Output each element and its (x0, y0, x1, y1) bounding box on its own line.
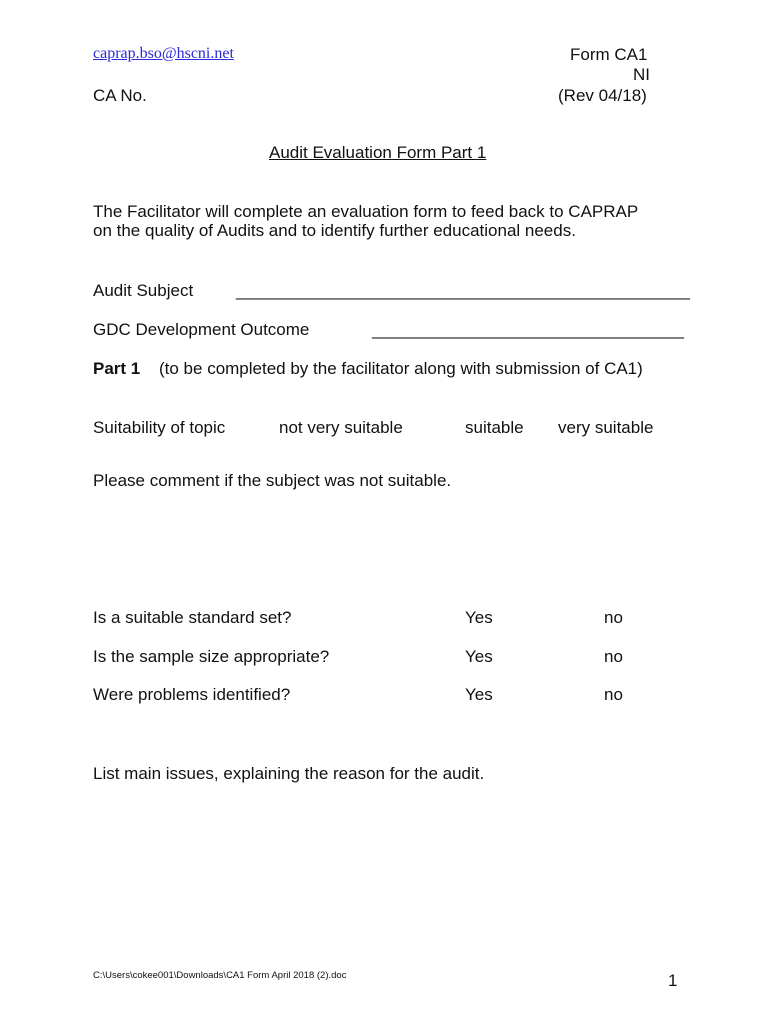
suitability-option-very-suitable[interactable]: very suitable (558, 418, 654, 437)
page-title: Audit Evaluation Form Part 1 (269, 143, 487, 162)
answer-no[interactable]: no (604, 685, 623, 704)
revision-label: (Rev 04/18) (558, 86, 647, 105)
ca-number-label: CA No. (93, 86, 147, 105)
answer-yes[interactable]: Yes (465, 685, 493, 704)
intro-line-2: on the quality of Audits and to identify further educational needs. (93, 221, 576, 240)
answer-yes[interactable]: Yes (465, 608, 493, 627)
question-sample-size: Is the sample size appropriate? (93, 647, 330, 666)
gdc-outcome-field[interactable]: _________________________________ (372, 320, 685, 339)
gdc-outcome-label: GDC Development Outcome (93, 320, 310, 339)
audit-subject-field[interactable]: ________________________________________________ (236, 281, 690, 300)
question-problems-identified: Were problems identified? (93, 685, 291, 704)
page-number: 1 (668, 971, 678, 990)
answer-no[interactable]: no (604, 608, 623, 627)
issues-prompt: List main issues, explaining the reason for the audit. (93, 764, 485, 783)
comment-prompt: Please comment if the subject was not suitable. (93, 471, 452, 490)
answer-yes[interactable]: Yes (465, 647, 493, 666)
answer-no[interactable]: no (604, 647, 623, 666)
form-label: Form CA1 (570, 45, 648, 64)
email-link[interactable]: caprap.bso@hscni.net (93, 45, 234, 62)
suitability-label: Suitability of topic (93, 418, 226, 437)
intro-line-1: The Facilitator will complete an evaluation form to feed back to CAPRAP (93, 202, 639, 221)
part1-heading: Part 1 (93, 359, 141, 378)
suitability-option-suitable[interactable]: suitable (465, 418, 524, 437)
question-standard-set: Is a suitable standard set? (93, 608, 292, 627)
audit-subject-label: Audit Subject (93, 281, 194, 300)
part1-note: (to be completed by the facilitator along with submission of CA1) (159, 359, 643, 378)
suitability-option-not-very-suitable[interactable]: not very suitable (279, 418, 403, 437)
footer-file-path: C:\Users\cokee001\Downloads\CA1 Form April 2018 (2).doc (93, 970, 347, 981)
form-region: NI (633, 65, 650, 84)
